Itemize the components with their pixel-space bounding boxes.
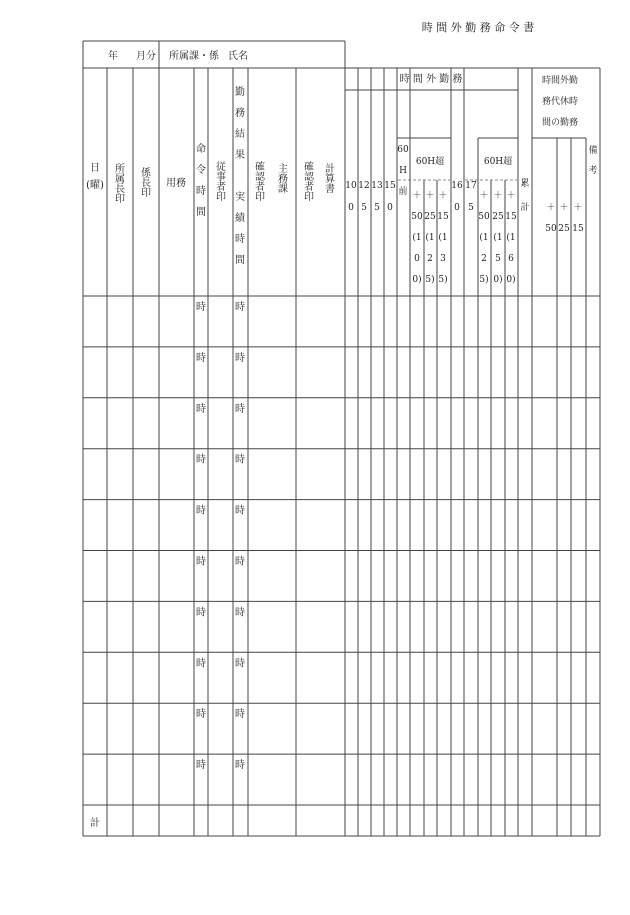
- sixty-h-over-header: 60H超: [483, 157, 513, 167]
- form-title: 時 間 外 勤 務 命 令 書: [421, 21, 535, 34]
- column-worker-seal: 事: [216, 172, 226, 183]
- rate-b: 5): [425, 275, 435, 285]
- rate-d: 0): [506, 275, 516, 285]
- row-order-hour: 時: [196, 352, 206, 364]
- row-order-hour: 時: [196, 505, 206, 517]
- header-year: 年: [108, 51, 118, 62]
- row-result-hour: 時: [235, 607, 245, 619]
- rate-e: 15: [572, 224, 584, 234]
- row-result-hour: 時: [235, 454, 245, 466]
- column-task: 用務: [166, 178, 186, 189]
- row-result-hour: 時: [235, 556, 245, 568]
- rate-c: 0: [454, 203, 460, 213]
- column-calc-sheet: 書: [325, 184, 335, 195]
- column-day: 日: [90, 163, 100, 174]
- column-main-section: 課: [278, 184, 288, 195]
- rate-d: 0): [493, 275, 503, 285]
- column-order-time: 命: [196, 144, 206, 155]
- rate-b: ＋: [412, 191, 422, 201]
- rate-d: 6: [508, 254, 514, 264]
- row-result-hour: 時: [235, 403, 245, 415]
- rate-b: 3: [440, 254, 446, 264]
- rate-d: 50: [478, 212, 490, 222]
- row-order-hour: 時: [196, 709, 206, 721]
- rate-d: (1: [493, 233, 503, 243]
- column-remarks: 考: [588, 166, 598, 176]
- column-chief-seal: 属: [115, 174, 125, 185]
- column-order-time: 令: [196, 165, 206, 176]
- column-main-section: 務: [278, 174, 288, 185]
- rate-a: 12: [358, 181, 370, 191]
- rate-b: 0: [414, 254, 420, 264]
- rate-b: (1: [438, 233, 448, 243]
- overtime-group-header: 時 間 外 勤 務: [399, 74, 463, 85]
- row-result-hour: 時: [235, 658, 245, 670]
- rate-c: 17: [465, 181, 477, 191]
- column-worker-seal: 従: [216, 162, 226, 173]
- substitute-group-header: 務代休時: [541, 97, 579, 107]
- rate-d: 5: [495, 254, 501, 264]
- total-label: 計: [90, 818, 100, 829]
- rate-b: (1: [425, 233, 435, 243]
- rate-d: 25: [492, 212, 504, 222]
- sixty-h-before: 前: [398, 187, 408, 197]
- rate-a: 13: [371, 181, 383, 191]
- column-result-time: 績: [235, 213, 245, 224]
- sixty-h-over-header: 60H超: [415, 157, 445, 167]
- row-result-hour: 時: [235, 709, 245, 721]
- column-chief-seal: 所: [115, 164, 125, 175]
- rate-d: (1: [479, 233, 489, 243]
- rate-b: 25: [424, 212, 436, 222]
- rate-a: 0: [387, 203, 393, 213]
- sixty-h-before: 60: [397, 145, 409, 155]
- rate-a: 15: [384, 181, 396, 191]
- column-result-time: 務: [235, 108, 245, 119]
- column-remarks: 備: [588, 146, 598, 156]
- row-order-hour: 時: [196, 403, 206, 415]
- header-department: 所属課・係: [169, 51, 219, 62]
- column-result-time: 果: [235, 150, 245, 161]
- column-section-chief-seal: 印: [141, 188, 151, 199]
- rate-d: 15: [505, 212, 517, 222]
- column-result-time: 間: [235, 255, 245, 266]
- rate-b: ＋: [438, 191, 448, 201]
- rate-d: ＋: [479, 191, 489, 201]
- row-order-hour: 時: [196, 658, 206, 670]
- sixty-h-before: H: [399, 166, 407, 176]
- column-result-time: 時: [235, 234, 245, 245]
- column-calc-sheet: 計: [325, 164, 335, 175]
- row-order-hour: 時: [196, 607, 206, 619]
- column-checker-seal: 認: [255, 172, 265, 183]
- column-worker-seal: 者: [216, 182, 226, 193]
- cumulative: 計: [520, 203, 530, 213]
- rate-b: (1: [412, 233, 422, 243]
- row-result-hour: 時: [235, 302, 245, 313]
- rate-d: 5): [479, 275, 489, 285]
- substitute-group-header: 時間外勤: [541, 76, 579, 86]
- rate-d: ＋: [506, 191, 516, 201]
- column-checker-seal-2: 者: [304, 182, 314, 193]
- column-checker-seal: 印: [255, 192, 265, 203]
- rate-a: 0: [348, 203, 354, 213]
- header-month: 月分: [136, 51, 156, 62]
- column-result-time: 勤: [235, 87, 245, 98]
- rate-b: 15: [437, 212, 449, 222]
- column-checker-seal-2: 確: [304, 162, 314, 173]
- row-result-hour: 時: [235, 352, 245, 364]
- column-worker-seal: 印: [216, 192, 226, 203]
- column-checker-seal-2: 印: [304, 192, 314, 203]
- column-section-chief-seal: 係: [141, 168, 151, 179]
- rate-a: 5: [374, 203, 380, 213]
- rate-b: ＋: [425, 191, 435, 201]
- column-section-chief-seal: 長: [141, 178, 151, 189]
- rate-e: ＋: [559, 203, 569, 213]
- column-chief-seal: 長: [115, 184, 125, 195]
- row-result-hour: 時: [235, 760, 245, 772]
- cumulative: 累: [520, 179, 530, 189]
- rate-a: 5: [361, 203, 367, 213]
- column-result-time: 結: [235, 129, 245, 140]
- rate-b: 5): [438, 275, 448, 285]
- column-checker-seal: 者: [255, 182, 265, 193]
- column-result-time: 実: [235, 192, 245, 203]
- rate-d: 2: [481, 254, 487, 264]
- rate-e: 25: [558, 224, 570, 234]
- rate-b: 50: [411, 212, 423, 222]
- rate-e: 50: [545, 224, 557, 234]
- rate-e: ＋: [546, 203, 556, 213]
- substitute-group-header: 間の勤務: [541, 118, 579, 128]
- column-calc-sheet: 算: [325, 174, 335, 185]
- row-result-hour: 時: [235, 505, 245, 517]
- rate-e: ＋: [573, 203, 583, 213]
- rate-c: 16: [451, 181, 463, 191]
- row-order-hour: 時: [196, 556, 206, 568]
- column-day: (曜): [86, 180, 104, 191]
- row-order-hour: 時: [196, 454, 206, 466]
- column-order-time: 間: [196, 207, 206, 218]
- header-name: 氏名: [228, 51, 248, 62]
- rate-d: ＋: [493, 191, 503, 201]
- rate-b: 2: [427, 254, 433, 264]
- column-main-section: 主: [278, 164, 288, 175]
- row-order-hour: 時: [196, 302, 206, 313]
- rate-d: (1: [506, 233, 516, 243]
- rate-c: 5: [468, 203, 474, 213]
- column-checker-seal-2: 認: [304, 172, 314, 183]
- column-chief-seal: 印: [115, 194, 125, 205]
- row-order-hour: 時: [196, 760, 206, 772]
- column-order-time: 時: [196, 186, 206, 197]
- rate-b: 0): [412, 275, 422, 285]
- column-checker-seal: 確: [255, 162, 265, 173]
- rate-a: 10: [345, 181, 357, 191]
